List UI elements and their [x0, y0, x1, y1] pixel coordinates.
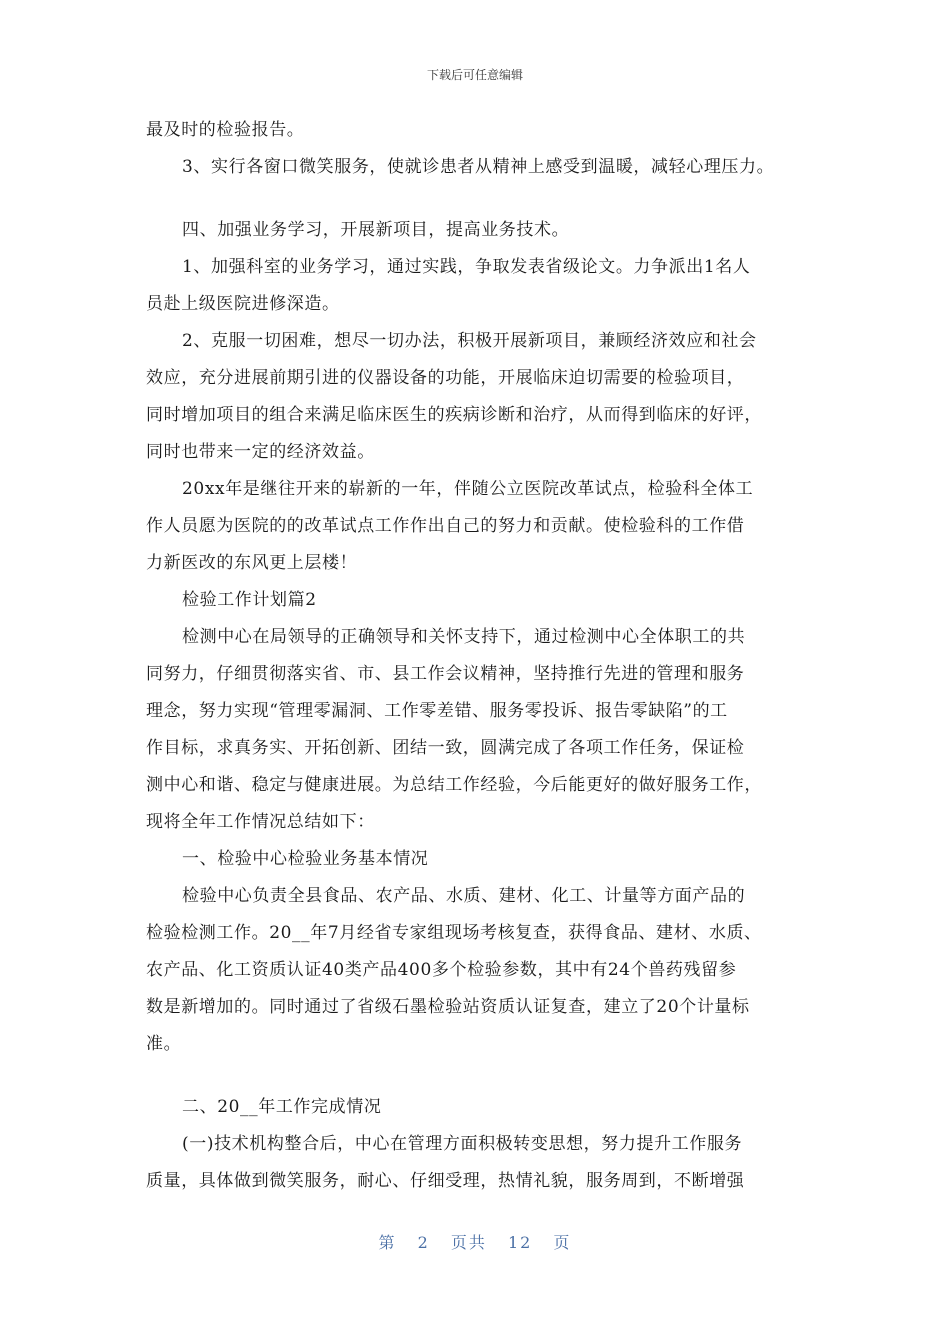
text-line: 3、实行各窗口微笑服务，使就诊患者从精神上感受到温暖，减轻心理压力。: [182, 157, 775, 177]
section-heading: 二、20__年工作完成情况: [182, 1097, 382, 1117]
text-line: 现将全年工作情况总结如下：: [146, 812, 375, 832]
text-line: 1、加强科室的业务学习，通过实践，争取发表省级论文。力争派出1名人: [182, 257, 751, 277]
text-line: 同时也带来一定的经济效益。: [146, 442, 375, 462]
text-line: 检验中心负责全县食品、农产品、水质、建材、化工、计量等方面产品的: [182, 886, 746, 906]
page-footer: 第 2 页共 12 页: [378, 1233, 572, 1252]
section-heading: 四、加强业务学习，开展新项目，提高业务技术。: [182, 220, 570, 240]
article-title: 检验工作计划篇2: [182, 590, 317, 610]
text-line: 力新医改的东风更上层楼！: [146, 553, 358, 573]
text-line: 理念，努力实现“管理零漏洞、工作零差错、服务零投诉、报告零缺陷”的工: [146, 701, 728, 721]
section-heading: 一、检验中心检验业务基本情况: [182, 849, 429, 869]
text-line: 最及时的检验报告。: [146, 120, 305, 140]
text-line: 员赴上级医院进修深造。: [146, 294, 340, 314]
text-line: (一)技术机构整合后，中心在管理方面积极转变思想，努力提升工作服务: [182, 1134, 743, 1154]
text-line: 效应，充分进展前期引进的仪器设备的功能，开展临床迫切需要的检验项目，: [146, 368, 745, 388]
text-line: 2、克服一切困难，想尽一切办法，积极开展新项目，兼顾经济效应和社会: [182, 331, 757, 351]
text-line: 质量，具体做到微笑服务，耐心、仔细受理，热情礼貌，服务周到，不断增强: [146, 1171, 745, 1191]
text-line: 测中心和谐、稳定与健康进展。为总结工作经验，今后能更好的做好服务工作，: [146, 775, 762, 795]
text-line: 农产品、化工资质认证40类产品400多个检验参数，其中有24个兽药残留参: [146, 960, 737, 980]
text-line: 20xx年是继往开来的崭新的一年，伴随公立医院改革试点，检验科全体工: [182, 479, 754, 499]
document-body: [146, 112, 826, 1200]
text-line: 准。: [146, 1034, 182, 1054]
text-line: 数是新增加的。同时通过了省级石墨检验站资质认证复查，建立了20个计量标: [146, 997, 750, 1017]
paragraph-gap: [146, 186, 826, 212]
text-line: 检测中心在局领导的正确领导和关怀支持下，通过检测中心全体职工的共: [182, 627, 746, 647]
page-header: 下载后可任意编辑: [426, 68, 523, 82]
text-line: 检验检测工作。20__年7月经省专家组现场考核复查，获得食品、建材、水质、: [146, 923, 762, 943]
text-line: 同努力，仔细贯彻落实省、市、县工作会议精神，坚持推行先进的管理和服务: [146, 664, 745, 684]
paragraph-gap: [146, 1063, 826, 1089]
text-line: 同时增加项目的组合来满足临床医生的疾病诊断和治疗，从而得到临床的好评，: [146, 405, 762, 425]
text-line: 作人员愿为医院的的改革试点工作作出自己的努力和贡献。使检验科的工作借: [146, 516, 745, 536]
text-line: 作目标，求真务实、开拓创新、团结一致，圆满完成了各项工作任务，保证检: [146, 738, 745, 758]
